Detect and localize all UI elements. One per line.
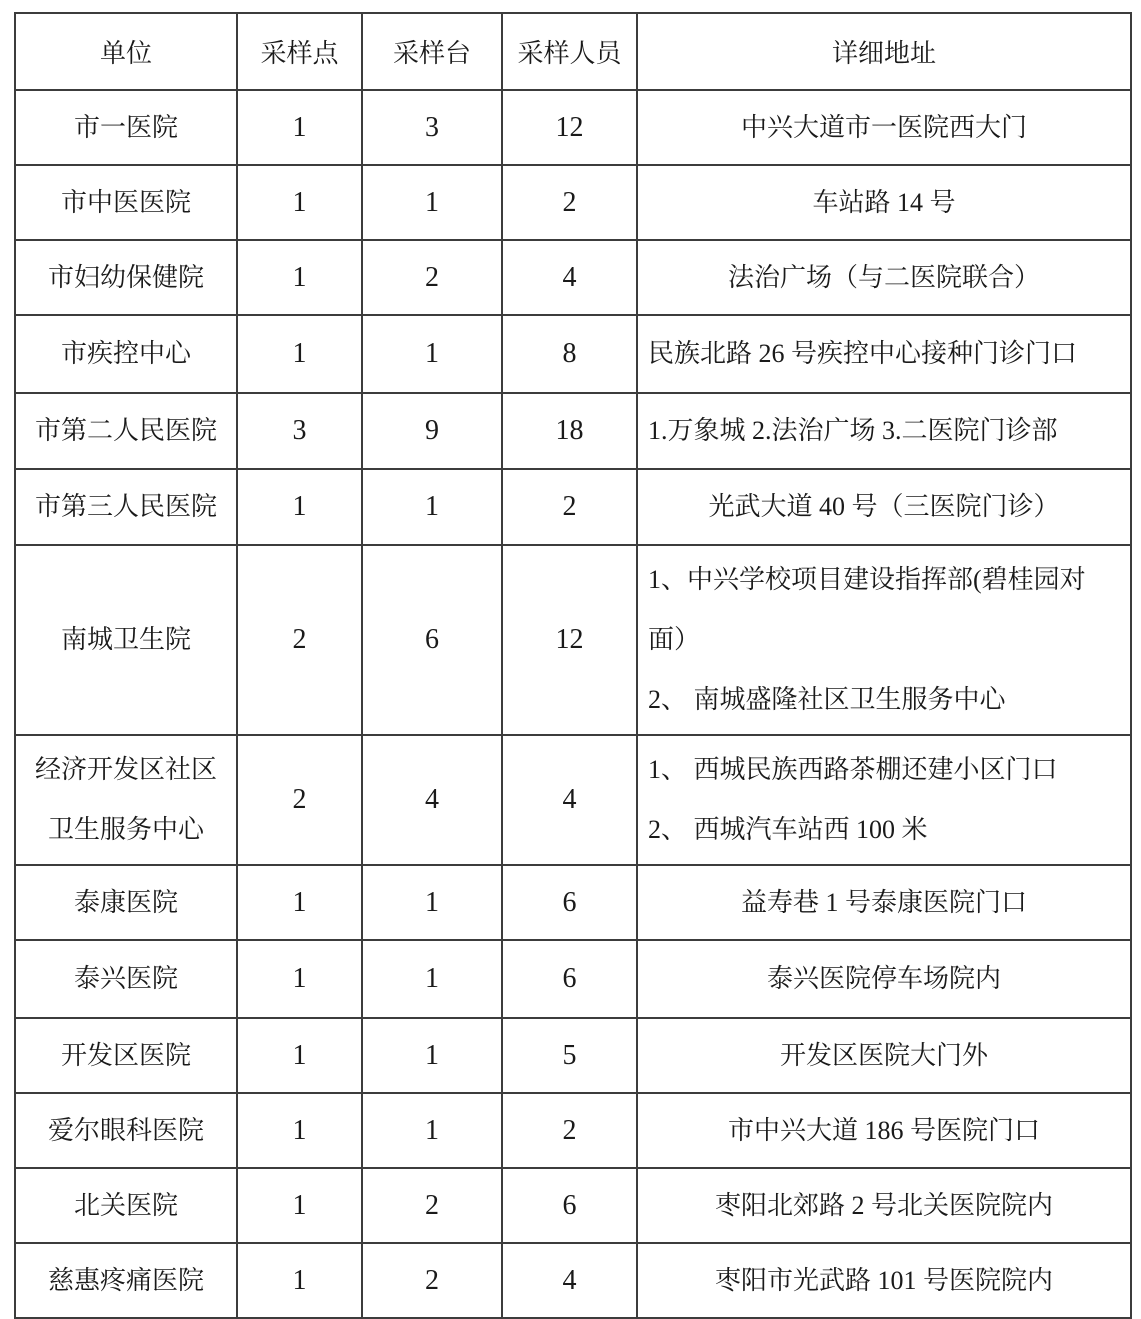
cell-points: 2 [237, 735, 362, 865]
cell-unit-line: 市妇幼保健院 [47, 262, 204, 292]
cell-stations: 2 [362, 1168, 502, 1243]
cell-unit-line: 南城卫生院 [60, 625, 191, 654]
cell-unit-line: 慈惠疼痛医院 [47, 1265, 204, 1295]
table-row [15, 393, 1131, 469]
cell-address-line: 2、 南城盛隆社区卫生服务中心 [648, 685, 1006, 714]
cell-address [637, 865, 1131, 940]
cell-stations: 2 [362, 1243, 502, 1318]
table-row [15, 1093, 1131, 1168]
cell-staff: 4 [502, 1243, 637, 1318]
table-row [15, 165, 1131, 240]
sampling-table [14, 12, 1132, 1319]
cell-address [637, 165, 1131, 240]
table-row [15, 940, 1131, 1018]
cell-staff: 2 [502, 165, 637, 240]
header-cell-staff: 采样人员 [502, 13, 637, 90]
table-header [15, 13, 1131, 90]
cell-address [637, 469, 1131, 545]
cell-unit-line: 经济开发区社区 [34, 755, 217, 784]
cell-points: 2 [237, 545, 362, 735]
cell-points: 1 [237, 240, 362, 315]
table-row [15, 1018, 1131, 1093]
cell-stations: 3 [362, 90, 502, 165]
cell-address [637, 1168, 1131, 1243]
cell-unit [15, 469, 237, 545]
cell-address-line: 1.万象城 2.法治广场 3.二医院门诊部 [648, 416, 1058, 446]
cell-staff: 12 [502, 90, 637, 165]
cell-stations: 1 [362, 865, 502, 940]
cell-address [637, 90, 1131, 165]
cell-unit [15, 940, 237, 1018]
cell-stations: 1 [362, 165, 502, 240]
cell-stations: 2 [362, 240, 502, 315]
cell-points: 1 [237, 865, 362, 940]
cell-unit-line: 卫生服务中心 [47, 815, 204, 844]
cell-points: 1 [237, 165, 362, 240]
header-cell-unit: 单位 [15, 13, 237, 90]
cell-address-line: 枣阳北郊路 2 号北关医院院内 [714, 1190, 1053, 1220]
cell-address [637, 940, 1131, 1018]
cell-points: 1 [237, 315, 362, 393]
cell-unit-line: 爱尔眼科医院 [47, 1115, 204, 1145]
cell-address-line: 益寿巷 1 号泰康医院门口 [740, 887, 1027, 917]
cell-unit [15, 735, 237, 865]
cell-stations: 9 [362, 393, 502, 469]
cell-address-line: 法治广场（与二医院联合） [727, 262, 1040, 292]
table-row [15, 90, 1131, 165]
cell-staff: 12 [502, 545, 637, 735]
cell-address [637, 735, 1131, 865]
cell-points: 1 [237, 940, 362, 1018]
cell-unit-line: 市中医医院 [60, 187, 191, 217]
cell-unit [15, 240, 237, 315]
cell-staff: 6 [502, 1168, 637, 1243]
cell-stations: 1 [362, 1093, 502, 1168]
cell-address-line: 泰兴医院停车场院内 [766, 964, 1001, 994]
cell-unit [15, 865, 237, 940]
cell-unit [15, 393, 237, 469]
cell-address-line: 1、 西城民族西路茶棚还建小区门口 [648, 755, 1058, 784]
cell-staff: 6 [502, 940, 637, 1018]
table-row [15, 240, 1131, 315]
cell-staff: 2 [502, 469, 637, 545]
cell-unit-line: 市一医院 [73, 112, 178, 142]
cell-address-line: 枣阳市光武路 101 号医院院内 [714, 1265, 1053, 1295]
cell-unit [15, 545, 237, 735]
cell-unit-line: 北关医院 [73, 1190, 178, 1220]
cell-points: 1 [237, 1093, 362, 1168]
cell-staff: 4 [502, 735, 637, 865]
cell-points: 1 [237, 469, 362, 545]
cell-points: 1 [237, 1168, 362, 1243]
cell-unit-line: 泰康医院 [73, 887, 178, 917]
cell-unit [15, 165, 237, 240]
cell-points: 1 [237, 1018, 362, 1093]
table-row [15, 315, 1131, 393]
cell-points: 1 [237, 1243, 362, 1318]
table-row [15, 735, 1131, 865]
cell-unit [15, 1018, 237, 1093]
header-row [15, 13, 1131, 90]
cell-stations: 1 [362, 315, 502, 393]
cell-staff: 5 [502, 1018, 637, 1093]
cell-address-line: 1、中兴学校项目建设指挥部(碧桂园对面） [648, 565, 1086, 654]
cell-points: 3 [237, 393, 362, 469]
cell-unit [15, 1243, 237, 1318]
cell-address [637, 545, 1131, 735]
cell-address-line: 民族北路 26 号疾控中心接种门诊门口 [648, 339, 1078, 369]
cell-address-line: 车站路 14 号 [812, 187, 956, 217]
cell-address [637, 1018, 1131, 1093]
cell-staff: 8 [502, 315, 637, 393]
cell-stations: 1 [362, 1018, 502, 1093]
header-cell-stations: 采样台 [362, 13, 502, 90]
table-row [15, 469, 1131, 545]
cell-staff: 4 [502, 240, 637, 315]
cell-address-line: 市中兴大道 186 号医院门口 [727, 1115, 1040, 1145]
cell-unit-line: 市疾控中心 [60, 339, 191, 369]
cell-unit [15, 1168, 237, 1243]
cell-staff: 18 [502, 393, 637, 469]
table-row [15, 1243, 1131, 1318]
cell-address-line: 2、 西城汽车站西 100 米 [648, 815, 928, 844]
cell-stations: 1 [362, 940, 502, 1018]
cell-unit-line: 开发区医院 [60, 1040, 191, 1070]
table-row [15, 865, 1131, 940]
cell-address-line: 中兴大道市一医院西大门 [740, 112, 1027, 142]
cell-address [637, 1093, 1131, 1168]
table-row [15, 1168, 1131, 1243]
cell-address [637, 1243, 1131, 1318]
header-cell-address: 详细地址 [637, 13, 1131, 90]
header-cell-points: 采样点 [237, 13, 362, 90]
cell-unit [15, 315, 237, 393]
cell-stations: 1 [362, 469, 502, 545]
cell-staff: 6 [502, 865, 637, 940]
cell-points: 1 [237, 90, 362, 165]
cell-unit-line: 市第二人民医院 [34, 416, 217, 446]
cell-address [637, 393, 1131, 469]
cell-stations: 6 [362, 545, 502, 735]
cell-address-line: 开发区医院大门外 [779, 1040, 988, 1070]
cell-stations: 4 [362, 735, 502, 865]
table-row [15, 545, 1131, 735]
cell-unit [15, 1093, 237, 1168]
table-body [15, 90, 1131, 1318]
cell-address-line: 光武大道 40 号（三医院门诊） [708, 492, 1060, 522]
cell-unit-line: 泰兴医院 [73, 964, 178, 994]
cell-address [637, 240, 1131, 315]
cell-unit [15, 90, 237, 165]
cell-staff: 2 [502, 1093, 637, 1168]
cell-address [637, 315, 1131, 393]
cell-unit-line: 市第三人民医院 [34, 492, 217, 522]
